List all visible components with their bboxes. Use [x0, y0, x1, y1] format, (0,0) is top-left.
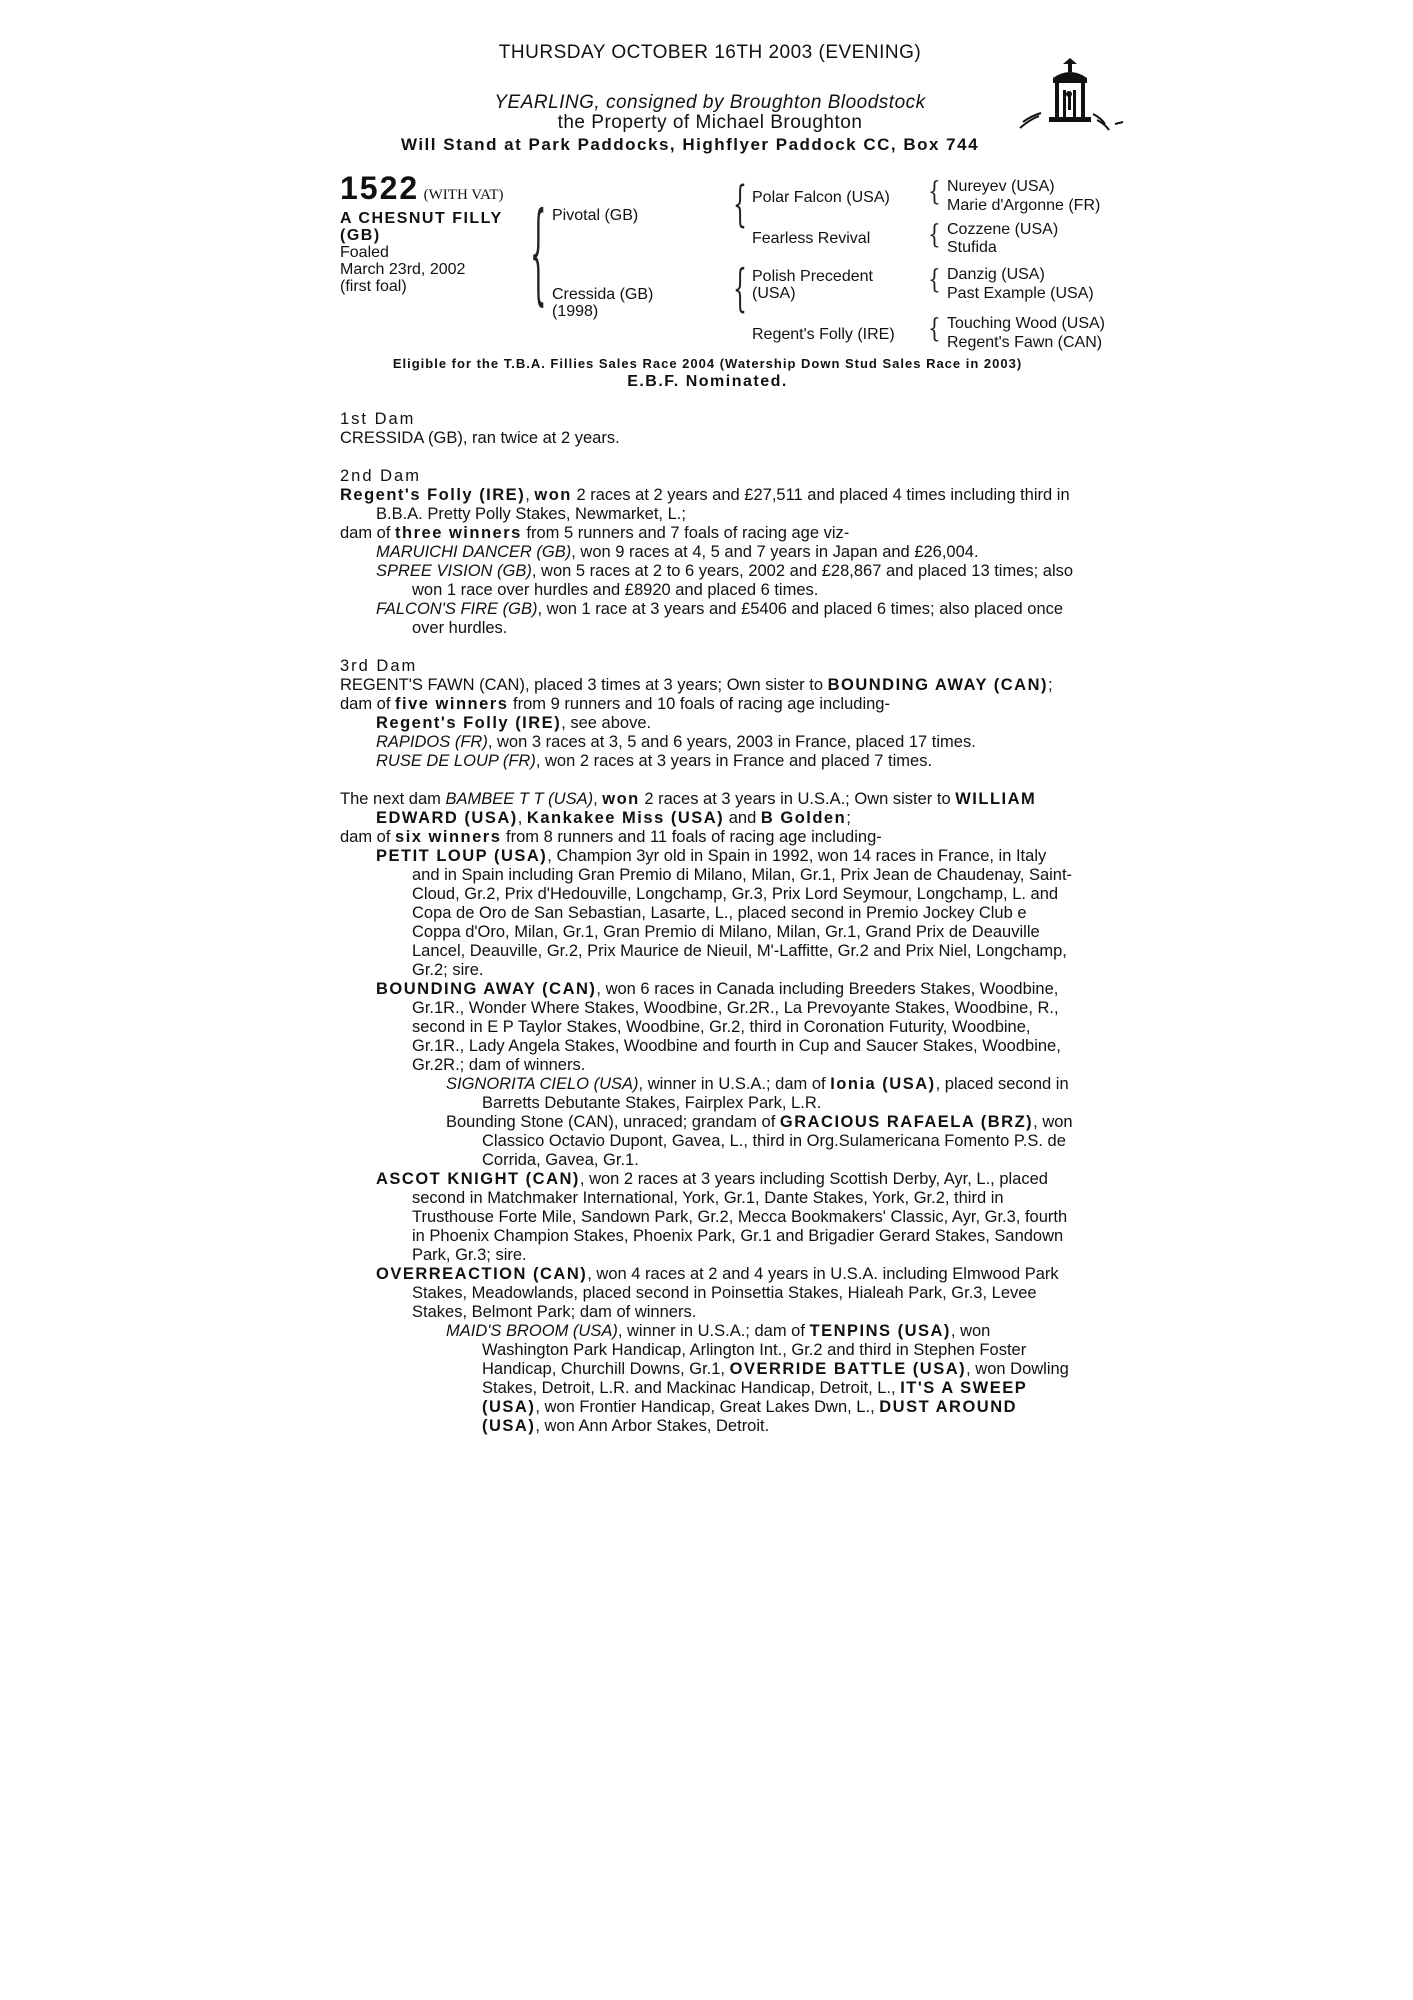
progeny-entry: RAPIDOS (FR), won 3 races at 3, 5 and 6 years, 2003 in France, placed 17 times. — [376, 733, 976, 751]
brace-g2: { — [928, 218, 941, 250]
progeny-entry: SPREE VISION (GB), won 5 races at 2 to 6 years, 2002 and £28,867 and placed 13 times; also won 1 race over hurdles and £8920 and placed 6 times. — [376, 562, 1074, 599]
eligibility-line: Eligible for the T.B.A. Fillies Sales Race 2004 (Watership Down Stud Sales Race in 2003) — [392, 356, 1023, 371]
second-dam-name: Regent's Folly (IRE) — [340, 486, 526, 504]
sale-date-heading: THURSDAY OCTOBER 16TH 2003 (EVENING) — [498, 42, 922, 63]
grand-progeny-entry: Bounding Stone (CAN), unraced; grandam of GRACIOUS RAFAELA (BRZ), won Classico Octavio Dupont, Gavea, L., third in Org.Sulamericana Fomento P.S. de Corrida, Gavea, Gr.1. — [446, 1113, 1073, 1169]
pedigree-dam-dam: Regent's Folly (IRE) — [752, 326, 895, 343]
pedigree-dam: Cressida (GB) — [552, 286, 654, 303]
pedigree-g1: Nureyev (USA) — [947, 178, 1055, 195]
next-dam-line: The next dam BAMBEE T T (USA), won 2 races at 3 years in U.S.A.; Own sister to WILLIAM EDWARD (USA), Kankakee Miss (USA) and B Golden; — [340, 790, 1037, 827]
vat-note: (WITH VAT) — [423, 187, 504, 203]
grand-progeny-entry: SIGNORITA CIELO (USA), winner in U.S.A.; dam of Ionia (USA), placed second in Barretts Debutante Stakes, Fairplex Park, L.R. — [446, 1075, 1069, 1112]
foaled-label: Foaled — [340, 244, 389, 261]
pedigree-g8: Regent's Fawn (CAN) — [947, 334, 1103, 351]
next-dam-dam-of: dam of six winners from 8 runners and 11 foals of racing age including- — [340, 828, 882, 846]
third-dam-line: REGENT'S FAWN (CAN), placed 3 times at 3 years; Own sister to BOUNDING AWAY (CAN); — [340, 676, 1053, 694]
progeny-entry: MARUICHI DANCER (GB), won 9 races at 4, 5 and 7 years in Japan and £26,004. — [376, 543, 979, 561]
second-dam-dam-of: dam of three winners from 5 runners and 7 foals of racing age viz- — [340, 524, 850, 542]
pedigree-sire-dam: Fearless Revival — [752, 230, 871, 247]
first-dam-heading: 1st Dam — [340, 410, 416, 428]
pedigree-brace-sire: { — [733, 178, 747, 234]
pedigree-dam-sire: Polish Precedent — [752, 268, 873, 285]
consignor-line: YEARLING, consigned by Broughton Bloodstock — [494, 92, 926, 113]
progeny-entry: RUSE DE LOUP (FR), won 2 races at 3 years in France and placed 7 times. — [376, 752, 933, 770]
pedigree-g6: Past Example (USA) — [947, 285, 1094, 302]
grand-progeny-entry: MAID'S BROOM (USA), winner in U.S.A.; dam of TENPINS (USA), won Washington Park Handicap, Arlington Int., Gr.2 and third in Stephen Foster Handicap, Churchill Downs, Gr.1, OVERRIDE BATTLE (USA), won Dowling Stakes, Detroit, L.R. and Mackinac Handicap, Detroit, L., IT'S A SWEEP (USA), won Frontier Handicap, Great Lakes Dwn, L., DUST AROUND (USA), won Ann Arbor Stakes, Detroit. — [446, 1322, 1069, 1435]
pedigree-dam-year: (1998) — [552, 303, 599, 320]
pedigree-g4: Stufida — [947, 239, 997, 256]
lot-number: 1522 — [340, 170, 420, 206]
pedigree-sire: Pivotal (GB) — [552, 207, 639, 224]
tattersalls-rotunda-logo-icon — [1015, 58, 1125, 138]
pedigree-g2: Marie d'Argonne (FR) — [947, 197, 1101, 214]
produce-record — [340, 410, 1075, 1436]
progeny-entry: BOUNDING AWAY (CAN), won 6 races in Canada including Breeders Stakes, Woodbine, Gr.1R., Wonder Where Stakes, Woodbine, Gr.2R., La Prevoyante Stakes, Woodbine, R., second in E P Taylor Stakes, Woodbine, Gr.2, third in Coronation Futurity, Woodbine, Gr.1R., Lady Angela Stakes, Woodbine and fourth in Cup and Saucer Stakes, Woodbine, Gr.2R.; dam of winners. — [376, 980, 1061, 1074]
pedigree-g5: Danzig (USA) — [947, 266, 1045, 283]
second-dam-won: won — [534, 486, 572, 504]
brace-g4: { — [928, 312, 941, 344]
progeny-entry: FALCON'S FIRE (GB), won 1 race at 3 years and £5406 and placed 6 times; also placed once over hurdles. — [376, 600, 1064, 637]
brace-g1: { — [928, 175, 941, 207]
lot-description: A CHESNUT FILLY — [340, 210, 503, 227]
lot-country: (GB) — [340, 227, 381, 244]
pedigree-sire-sire: Polar Falcon (USA) — [752, 189, 890, 206]
first-dam-text: CRESSIDA (GB), ran twice at 2 years. — [340, 429, 620, 447]
progeny-entry: PETIT LOUP (USA), Champion 3yr old in Spain in 1992, won 14 races in France, in Italy and in Spain including Gran Premio di Milano, Milan, Gr.1, Prix Jean de Chaudenay, Saint-Cloud, Gr.2, Prix d'Hedouville, Longchamp, Gr.3, Prix Lord Seymour, Longchamp, L. and Copa de Oro de San Sebastian, Lasarte, L., placed second in Premio Jockey Club e Coppa d'Oro, Milan, Gr.1, Gran Premio di Milano, Milan, Gr.1, Grand Prix de Deauville Lancel, Deauville, Gr.2, Prix Maurice de Nieuil, M'-Laffitte, Gr.2 and Prix Niel, Longchamp, Gr.2; sire. — [376, 847, 1073, 979]
lot-details — [340, 170, 540, 295]
progeny-entry: OVERREACTION (CAN), won 4 races at 2 and 4 years in U.S.A. including Elmwood Park Stakes, Meadowlands, placed second in Poinsettia Stakes, Hialeah Park, Gr.3, Levee Stakes, Belmont Park; dam of winners. — [376, 1265, 1059, 1321]
second-dam-line: Regent's Folly (IRE), won 2 races at 2 years and £27,511 and placed 4 times including third in B.B.A. Pretty Polly Stakes, Newmarket, L.; — [340, 486, 1070, 523]
third-dam-dam-of: dam of five winners from 9 runners and 10 foals of racing age including- — [340, 695, 890, 713]
pedigree-dam-sire-country: (USA) — [752, 285, 796, 302]
pedigree-brace-main: { — [530, 193, 547, 320]
foaled-date: March 23rd, 2002 — [340, 261, 466, 278]
brace-g3: { — [928, 263, 941, 295]
progeny-entry: Regent's Folly (IRE), see above. — [376, 714, 652, 732]
pedigree-brace-dam: { — [733, 261, 747, 319]
pedigree-g3: Cozzene (USA) — [947, 221, 1059, 238]
progeny-entry: ASCOT KNIGHT (CAN), won 2 races at 3 years including Scottish Derby, Ayr, L., placed second in Matchmaker International, York, Gr.1, Dante Stakes, York, Gr.2, third in Trusthouse Forte Mile, Sandown Park, Gr.2, Mecca Bookmakers' Classic, Ayr, Gr.3, fourth in Phoenix Champion Stakes, Phoenix Park, Gr.1 and Brigadier Gerard Stakes, Sandown Park, Gr.3; sire. — [376, 1170, 1068, 1264]
pedigree-g7: Touching Wood (USA) — [947, 315, 1105, 332]
ebf-nominated: E.B.F. Nominated. — [627, 373, 788, 390]
foal-note: (first foal) — [340, 278, 407, 295]
stand-location: Will Stand at Park Paddocks, Highflyer Paddock CC, Box 744 — [400, 135, 980, 154]
property-line: the Property of Michael Broughton — [557, 112, 863, 133]
second-dam-heading: 2nd Dam — [340, 467, 421, 485]
third-dam-heading: 3rd Dam — [340, 657, 418, 675]
